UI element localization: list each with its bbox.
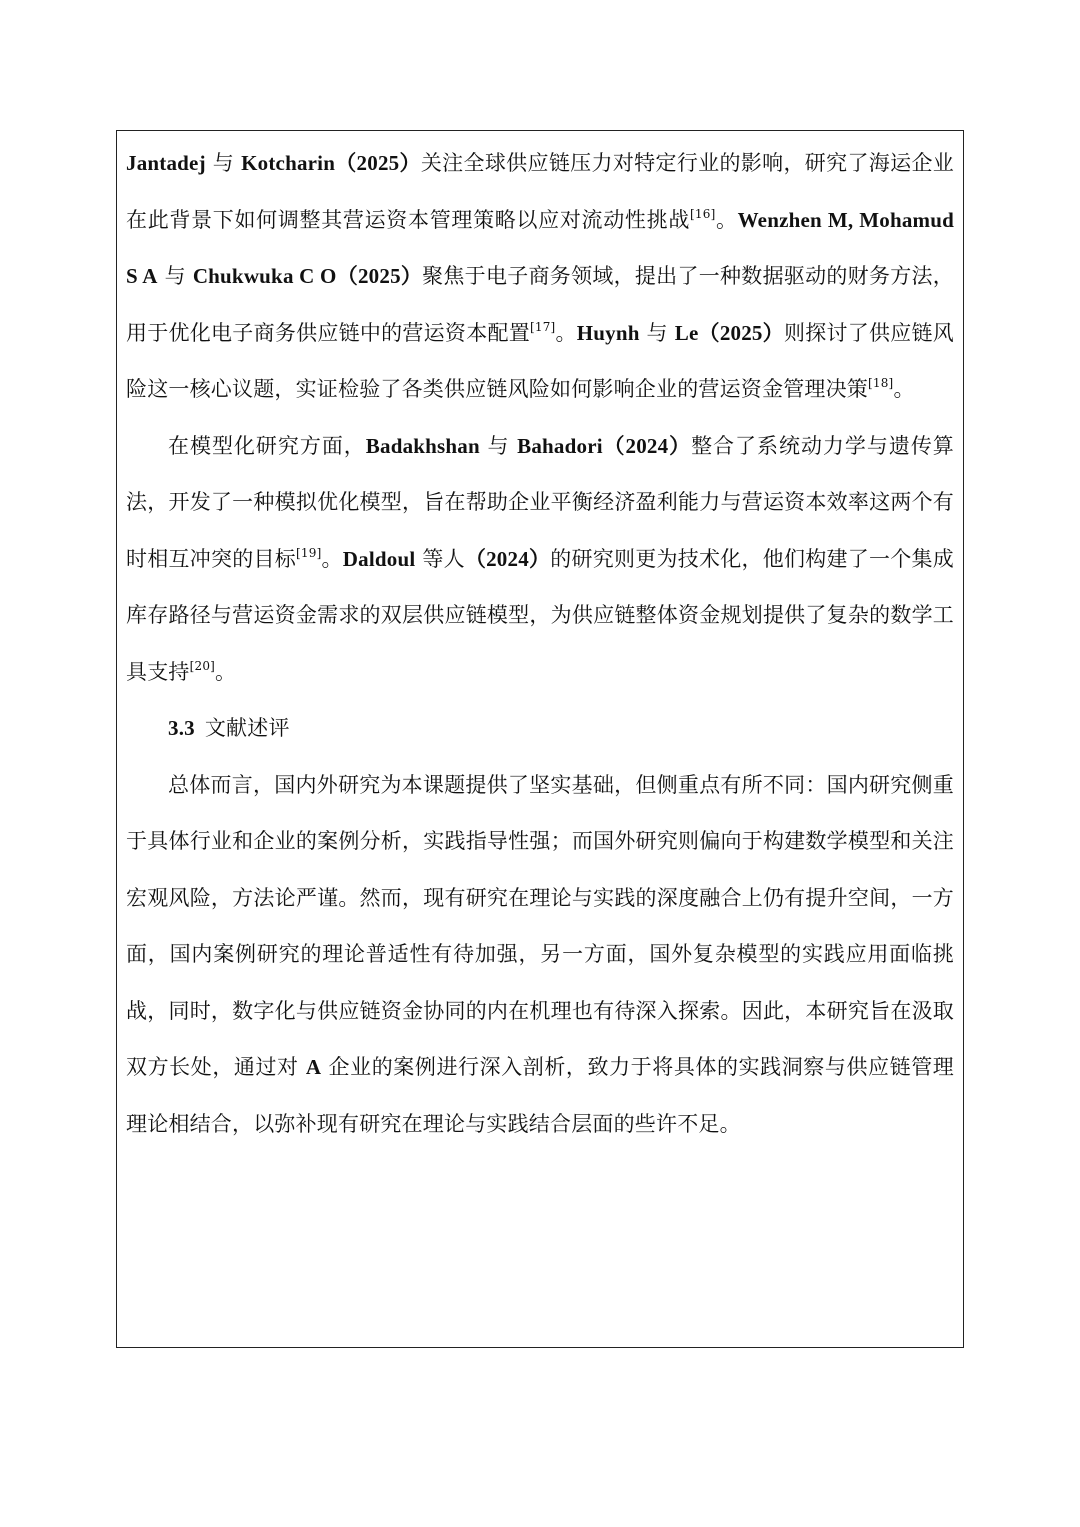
citation-year: （2025）	[336, 264, 423, 288]
body-text: 则探讨了供应链风险这一核心议题，实证检验了各类供应链风险如何影响企业的营运资金管理决策	[126, 320, 954, 401]
author-name: Le	[674, 320, 699, 345]
body-text: 等人	[415, 546, 465, 571]
body-text: 企业的案例进行深入剖析，致力于将具体的实践洞察与供应链管理理论相结合，以弥补现有研究在理论与实践结合层面的些许不足。	[126, 1055, 954, 1136]
section-title: 文献述评	[204, 716, 290, 740]
author-name: Wenzhen M, Mohamud S A	[126, 207, 954, 288]
body-text: 关注全球供应链压力对特定行业的影响，研究了海运企业在此背景下如何调整其营运资本管理策略以应对流动性挑战	[126, 151, 955, 232]
paragraph-foreign-studies	[126, 135, 954, 418]
reference-marker: [19]	[296, 545, 322, 560]
author-name: Chukwuka C O	[192, 264, 337, 288]
body-text: 在模型化研究方面，	[168, 433, 366, 458]
conjunction: 与	[205, 151, 242, 175]
citation-year: （2025）	[335, 151, 421, 175]
citation-year: （2024）	[602, 433, 692, 458]
punctuation: 。	[321, 546, 343, 571]
author-name: Kotcharin	[241, 151, 336, 175]
author-name: Bahadori	[517, 433, 603, 458]
conjunction: 与	[157, 264, 193, 288]
document-body	[126, 135, 954, 1152]
body-text: 总体而言，国内外研究为本课题提供了坚实基础，但侧重点有所不同：国内研究侧重于具体行业和企业的案例分析，实践指导性强；而国外研究则偏向于构建数学模型和关注宏观风险，方法论严谨。然而，现有研究在理论与实践的深度融合上仍有提升空间，一方面，国内案例研究的理论普适性有待加强，另一方面，国外复杂模型的实践应用面临挑战，同时，数字化与供应链资金协同的内在机理也有待深入探索。因此，本研究旨在汲取双方长处，通过对	[126, 772, 954, 1079]
conjunction: 与	[479, 433, 518, 458]
reference-marker: [17]	[529, 319, 556, 334]
author-name: Daldoul	[342, 546, 416, 571]
paragraph-modeling-studies	[126, 418, 954, 701]
section-heading	[126, 700, 954, 757]
section-number: 3.3	[168, 716, 195, 740]
paragraph-literature-review	[126, 757, 954, 1153]
reference-marker: [16]	[690, 206, 716, 221]
punctuation: 。	[555, 320, 577, 345]
punctuation: 。	[715, 207, 738, 232]
body-text: 聚焦于电子商务领域，提出了一种数据驱动的财务方法，用于优化电子商务供应链中的营运资本配置	[126, 264, 954, 345]
punctuation: 。	[215, 659, 237, 684]
text-frame	[116, 130, 964, 1348]
citation-year: （2024）	[464, 546, 551, 571]
reference-marker: [18]	[868, 376, 894, 390]
company-name: A	[305, 1055, 322, 1079]
citation-year: （2025）	[698, 320, 784, 345]
author-name: Huynh	[576, 320, 640, 345]
body-text: 整合了系统动力学与遗传算法，开发了一种模拟优化模型，旨在帮助企业平衡经济盈利能力与营运资本效率这两个有时相互冲突的目标	[126, 433, 955, 571]
body-text: 的研究则更为技术化，他们构建了一个集成库存路径与营运资金需求的双层供应链模型，为供应链整体资金规划提供了复杂的数学工具支持	[126, 546, 955, 684]
reference-marker: [20]	[189, 658, 216, 673]
punctuation: 。	[893, 377, 915, 401]
author-name: Jantadej	[126, 151, 206, 175]
conjunction: 与	[639, 320, 675, 345]
author-name: Badakhshan	[365, 433, 480, 458]
